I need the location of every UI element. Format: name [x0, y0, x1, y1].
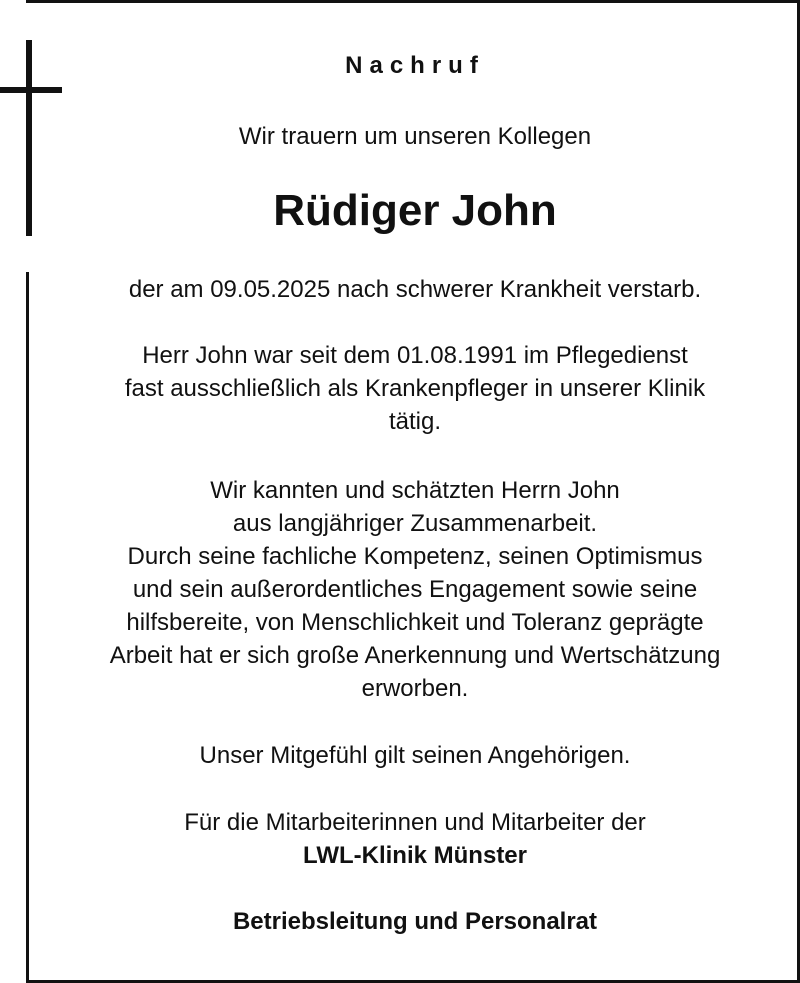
- tribute-line: erworben.: [361, 675, 469, 702]
- death-line: der am 09.05.2025 nach schwerer Krankheit verstarb.: [128, 276, 702, 303]
- organization-name: LWL-Klinik Münster: [303, 842, 527, 869]
- cross-vertical-bar: [26, 40, 32, 236]
- frame-top-line: [26, 0, 800, 3]
- career-line: Herr John war seit dem 01.08.1991 im Pflegedienst: [142, 342, 688, 369]
- cross-horizontal-bar: [0, 87, 62, 93]
- tribute-line: hilfsbereite, von Menschlichkeit und Toleranz geprägte: [126, 609, 704, 636]
- signoff-intro: Für die Mitarbeiterinnen und Mitarbeiter der: [184, 809, 646, 836]
- tribute-line: Arbeit hat er sich große Anerkennung und Wertschätzung: [109, 642, 721, 669]
- frame-left-line: [26, 272, 29, 983]
- tribute-line: Durch seine fachliche Kompetenz, seinen Optimismus: [127, 543, 703, 570]
- tribute-line: Wir kannten und schätzten Herrn John: [210, 477, 620, 504]
- tribute-line: aus langjähriger Zusammenarbeit.: [232, 510, 598, 537]
- condolence-line: Unser Mitgefühl gilt seinen Angehörigen.: [199, 742, 631, 769]
- notice-intro: Wir trauern um unseren Kollegen: [238, 123, 592, 150]
- notice-heading: Nachruf: [345, 52, 485, 79]
- career-line: fast ausschließlich als Krankenpfleger in unserer Klinik: [124, 375, 706, 402]
- signatories: Betriebsleitung und Personalrat: [232, 908, 598, 935]
- tribute-line: und sein außerordentliches Engagement sowie seine: [132, 576, 698, 603]
- deceased-name: Rüdiger John: [273, 186, 557, 235]
- career-line: tätig.: [388, 408, 442, 435]
